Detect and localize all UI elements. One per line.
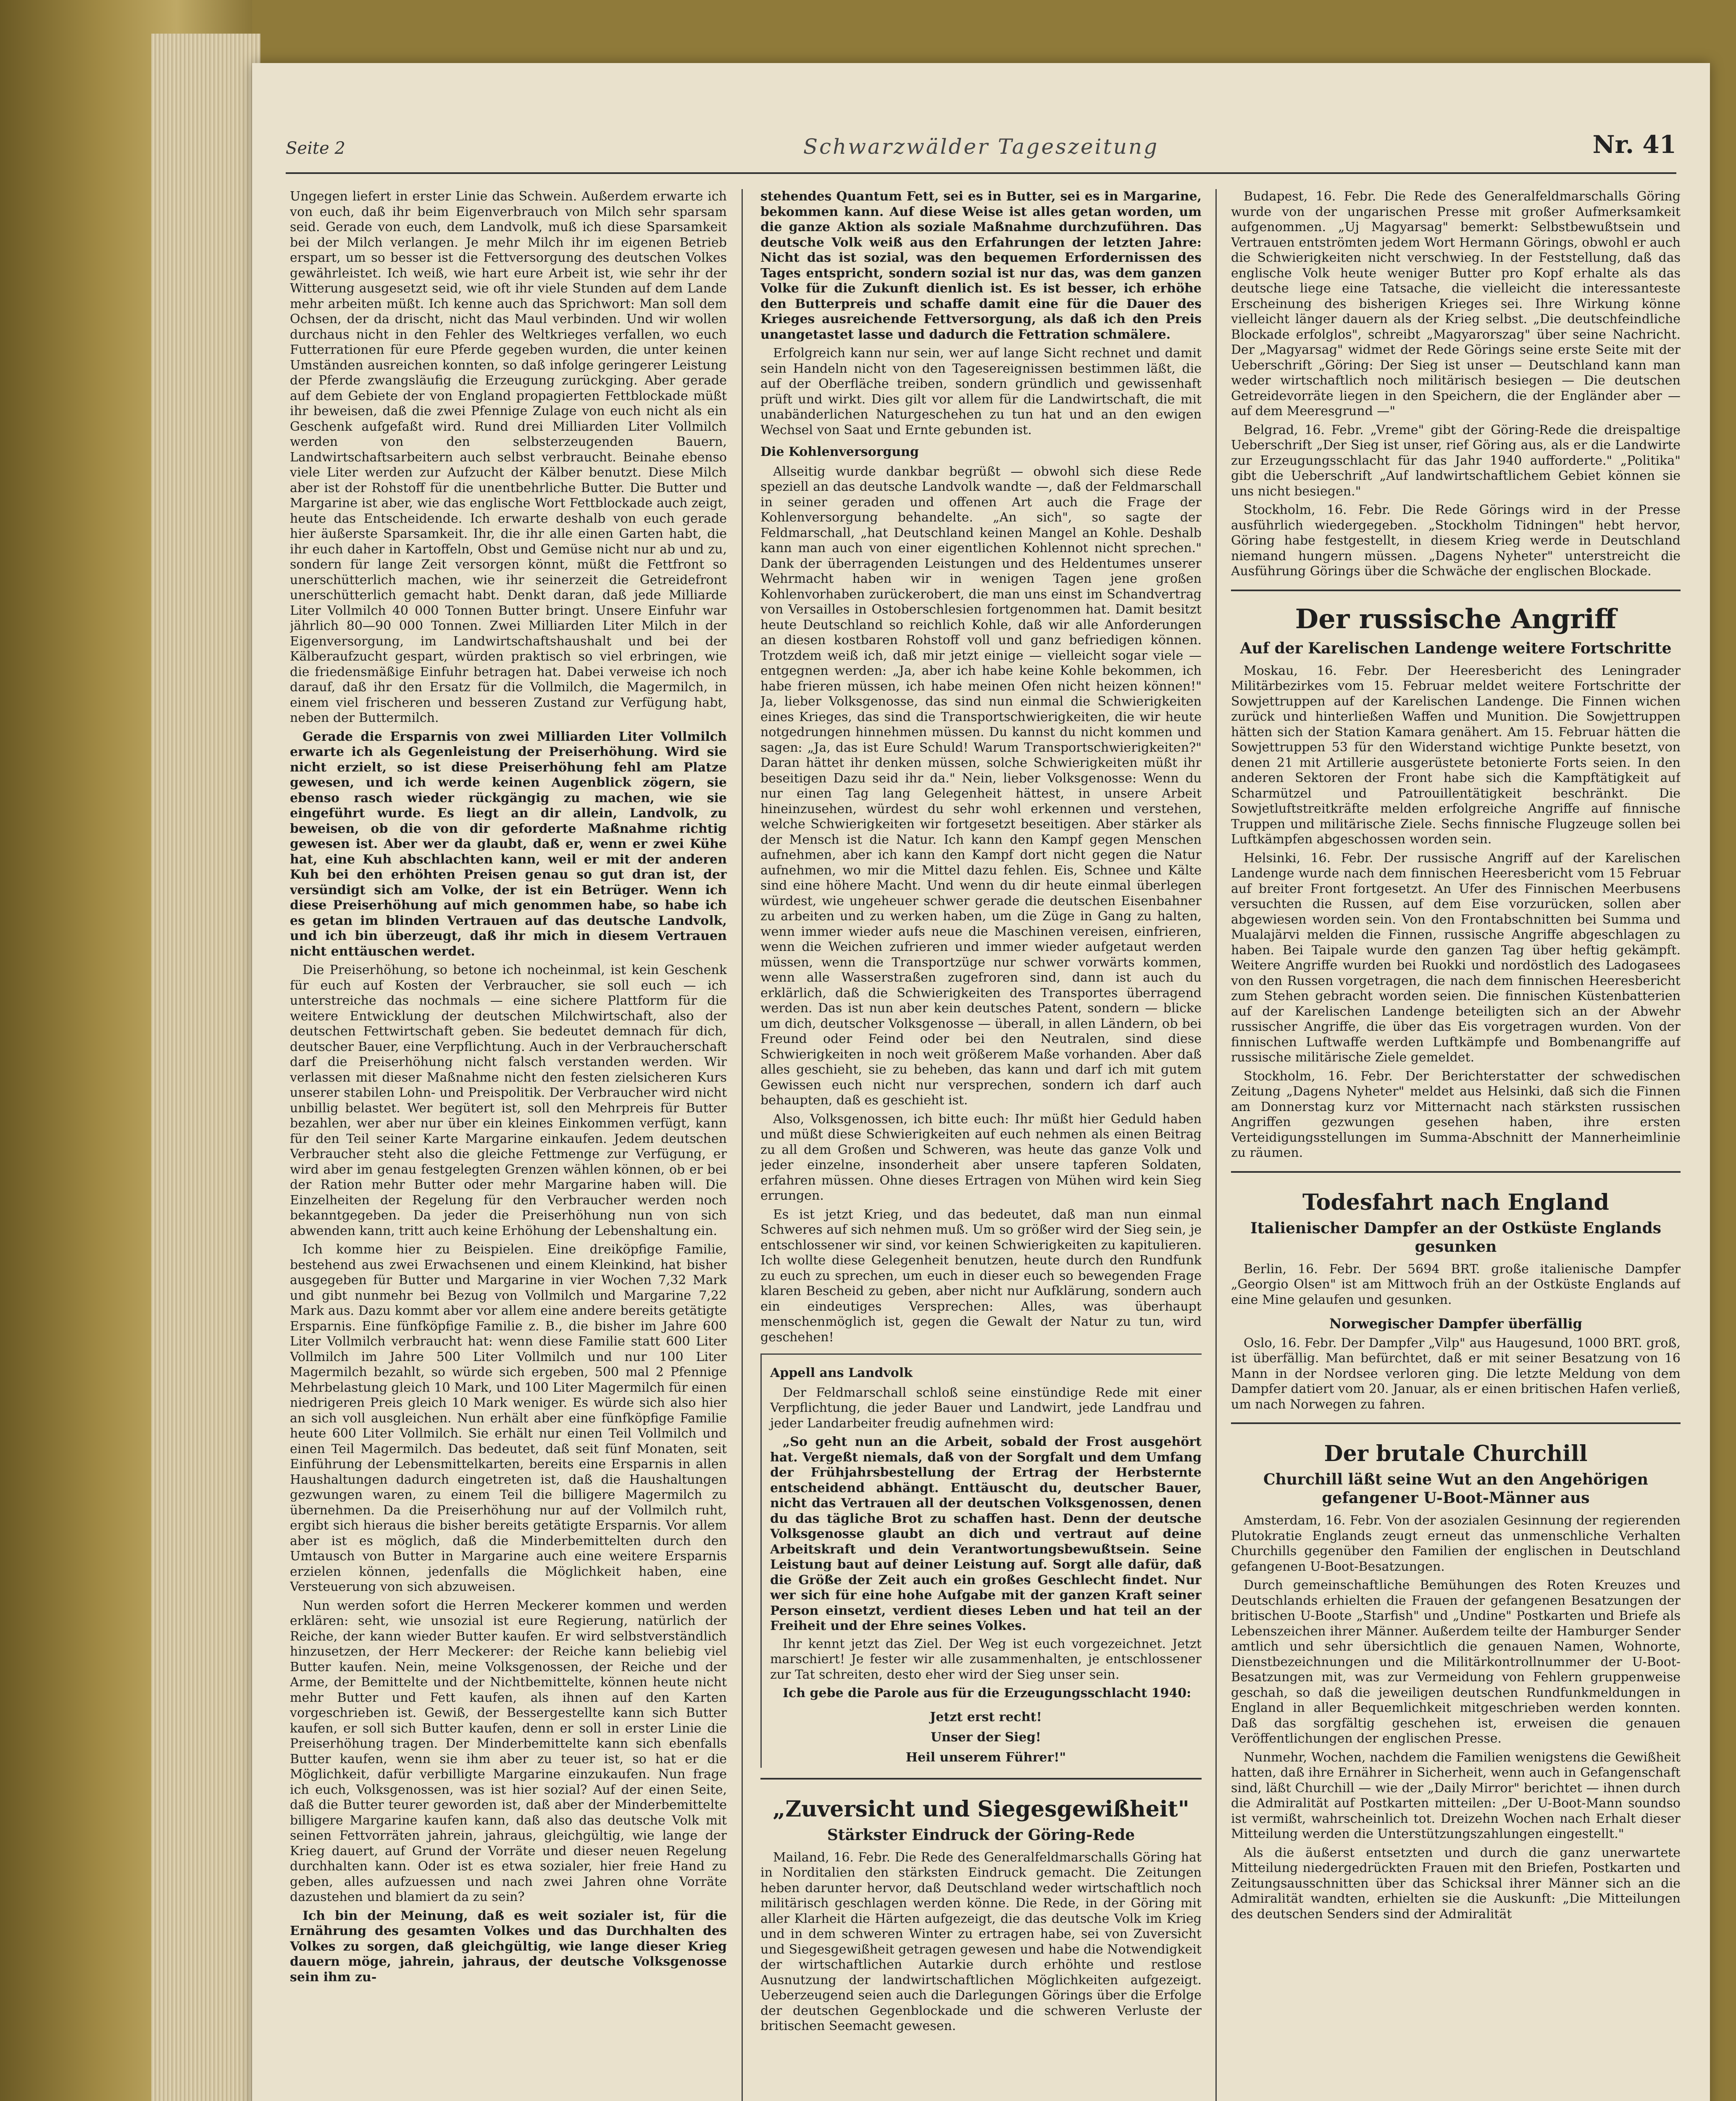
separator: [1231, 590, 1681, 591]
appeal-box: [760, 1353, 1202, 1768]
page-edges: [151, 34, 260, 2101]
paragraph: Budapest, 16. Febr. Die Rede des Generalfeldmarschalls Göring wurde von der ungarischen Presse mit großer Aufmerksamkeit aufgenommen. „Uj Magyarsag" bemerkt: Selbstbewußtsein und Vertrauen entströmten jedem Wort Hermann Görings, obwohl er auch die Schwierigkeiten nicht verschwieg. In der Feststellung, daß das englische Volk heute weniger Butter pro Kopf erhalte als das deutsche liege eine Tatsache, die vielleicht die interessanteste Erscheinung des bisherigen Krieges sei. Ihre Wirkung könne vielleicht länger dauern als der Krieg selbst. „Die deutschfeindliche Blockade erfolglos", schreibt „Magyarorszag" über seine Nachricht. Der „Magyarsag" widmet der Rede Görings seine erste Seite mit der Ueberschrift „Göring: Der Sieg ist unser — Deutschland kann man weder wirtschaftlich noch militärisch besiegen — Die deutschen Getreidevorräte liegen in den Speichern, die der Engländer aber — auf dem Meeresgrund —": [1231, 189, 1681, 419]
paragraph-bold: Ich bin der Meinung, daß es weit sozialer ist, für die Ernährung des gesamten Volkes und das Durchhalten des Volkes zu sorgen, daß gleichgültig, wie lange dieser Krieg dauern möge, jahrein, jahraus, der deutsche Volksgenosse sein ihm zu-: [290, 1908, 727, 1985]
paragraph: Die Preiserhöhung, so betone ich nocheinmal, ist kein Geschenk für euch auf Kosten der Verbraucher, sie soll euch — ich unterstreiche das nochmals — eine sichere Plattform für die weitere Entwicklung der deutschen Milchwirtschaft, also der deutschen Fettwirtschaft geben. Sie bedeutet demnach für dich, deutscher Bauer, eine Verpflichtung. Auch in der Verbraucherschaft darf die Preiserhöhung nicht falsch verstanden werden. Wir verlassen mit dieser Maßnahme nicht den festen zielsicheren Kurs unserer stabilen Lohn- und Preispolitik. Der Verbraucher wird nicht unbillig belastet. Wer begütert ist, soll den Mehrpreis für Butter bezahlen, wer aber nur über ein kleines Einkommen verfügt, kann für den Teil seiner Karte Margarine einkaufen. Jedem deutschen Verbraucher steht also die gleiche Fettmenge zur Verfügung, er wird aber im genau festgelegten Grenzen wählen können, ob er bei der Ration mehr Butter oder mehr Margarine haben will. Die Einzelheiten der Regelung für den Verbraucher werden noch bekanntgegeben. Da jeder die Preiserhöhung nun von sich abwenden kann, tritt auch keine Erhöhung der Lebenshaltung ein.: [290, 963, 727, 1238]
article-subheadline: Stärkster Eindruck der Göring-Rede: [827, 1826, 1135, 1844]
paragraph: Ich komme hier zu Beispielen. Eine dreiköpfige Familie, bestehend aus zwei Erwachsenen und einem Kleinkind, hat bisher ausgegeben für Butter und Margarine in vier Wochen 7,32 Mark und gibt nunmehr bei Bezug von Vollmilch und Margarine 7,22 Mark aus. Dazu kommt aber vor allem eine andere bereits getätigte Ersparnis. Eine fünfköpfige Familie z. B., die bisher im Jahre 600 Liter Vollmilch verbraucht hat: wenn diese Familie statt 600 Liter Vollmilch im Jahre 500 Liter Vollmilch und nur 100 Liter Magermilch bezahlt, so würde sich ergeben, 500 mal 2 Pfennige Mehrbelastung gleich 10 Mark, und 100 Liter Magermilch für einen niedrigeren Preis gleich 10 Mark weniger. Es würde sich also hier an sich voll ausgleichen. Nun erhält aber eine fünfköpfige Familie heute 600 Liter Vollmilch. Sie erhält nur einen Teil Vollmilch und einen Teil Magermilch. Das bedeutet, daß seit fünf Monaten, seit Einführung der Lebensmittelkarten, bereits eine Ersparnis in allen Haushaltungen dadurch eingetreten ist, daß die Haushaltungen gezwungen waren, zu einem Teil die billigere Magermilch zu übernehmen. Da die Preiserhöhung nur auf der Vollmilch ruht, ergibt sich hieraus die bisher bereits getätigte Ersparnis. Vor allem aber ist es möglich, daß die Minderbemittelten durch den Umtausch von Butter in Margarine auch eine weitere Ersparnis erzielen können, jedenfalls die Möglichkeit haben, eine Versteuerung von sich abzuweisen.: [290, 1242, 727, 1594]
separator: [760, 1778, 1202, 1780]
paragraph: Stockholm, 16. Febr. Der Berichterstatter der schwedischen Zeitung „Dagens Nyheter" meldet aus Helsinki, daß sich die Finnen am Donnerstag kurz vor Mitternacht nach stärksten russischen Angriffen gezwungen gesehen haben, ihre ersten Verteidigungsstellungen im Summa-Abschnitt der Mannerheimlinie zu räumen.: [1231, 1069, 1681, 1160]
paragraph: Mailand, 16. Febr. Die Rede des Generalfeldmarschalls Göring hat in Norditalien den stärksten Eindruck gemacht. Die Zeitungen heben darunter hervor, daß Deutschland weder wirtschaftlich noch militärisch geschlagen werden könne. Die Rede, in der Göring mit aller Klarheit die Härten aufgezeigt, die das deutsche Volk im Krieg und in dem schweren Winter zu ertragen habe, sei von Zuversicht und Siegesgewißheit getragen gewesen und habe die Notwendigkeit der wirtschaftlichen Autarkie durch erhöhte und restlose Ausnutzung der landwirtschaftlichen Möglichkeiten aufgezeigt. Ueberzeugend seien auch die Darlegungen Görings über die Erfolge der deutschen Gegenblockade und die schweren Verluste der britischen Seemacht gewesen.: [760, 1850, 1202, 2033]
newspaper-title: Schwarzwälder Tageszeitung: [803, 134, 1159, 159]
column-rule-1: [742, 189, 743, 2101]
paragraph-bold: Gerade die Ersparnis von zwei Milliarden Liter Vollmilch erwarte ich als Gegenleistung der Preiserhöhung. Wird sie nicht erzielt, so ist diese Preiserhöhung fehl am Platze gewesen, und ich werde keinen Augenblick zögern, sie ebenso rasch wieder rückgängig zu machen, wie sie eingeführt wurde. Es liegt an dir allein, Landvolk, zu beweisen, ob die von dir geforderte Maßnahme richtig gewesen ist. Aber wer da glaubt, daß er, wenn er zwei Kühe hat, eine Kuh abschlachten kann, weil er mit der anderen Kuh bei den erhöhten Preisen genau so gut dran ist, der versündigt sich am Volke, der ist ein Betrüger. Wenn ich diese Preiserhöhung auf mich genommen habe, so habe ich es getan im blinden Vertrauen auf das deutsche Landvolk, und ich bin überzeugt, daß ihr mich in diesem Vertrauen nicht enttäuschen werdet.: [290, 729, 727, 959]
paragraph: stehendes Quantum Fett, sei es in Butter, sei es in Margarine, bekommen kann. Auf diese Weise ist alles getan worden, um die ganze Aktion als soziale Maßnahme durchzuführen. Das deutsche Volk weiß aus den Erfahrungen der letzten Jahre: Nicht das ist sozial, was den bequemen Erfordernissen des Tages entspricht, sondern sozial ist nur das, was dem ganzen Volke für die Zukunft dienlich ist. Es ist besser, ich erhöhe den Butterpreis und schaffe damit eine für die Dauer des Krieges ausreichende Fettversorgung, als daß ich den Preis unangetastet lasse und dadurch die Fettration schmälere.: [760, 189, 1202, 342]
paragraph: Stockholm, 16. Febr. Die Rede Görings wird in der Presse ausführlich wiedergegeben. „Stockholm Tidningen" hebt hervor, Göring habe festgestellt, in diesem Krieg werde in Deutschland niemand hungern müssen. „Dagens Nyheter" unterstreicht die Ausführung Görings über die Schwäche der englischen Blockade.: [1231, 503, 1681, 579]
issue-number: Nr. 41: [1592, 130, 1676, 159]
paragraph: Ihr kennt jetzt das Ziel. Der Weg ist euch vorgezeichnet. Jetzt marschiert! Je fester wir alle zusammenhalten, je entschlossener zur Tat schreiten, desto eher wird der Sieg unser sein.: [770, 1636, 1202, 1682]
page-number-label: Seite 2: [286, 139, 345, 158]
paragraph: Belgrad, 16. Febr. „Vreme" gibt der Göring-Rede die dreispaltige Ueberschrift „Der Sieg ist unser, rief Göring aus, als er die Landwirte zur Erzeugungsschlacht für das Jahr 1940 aufforderte." „Politika" gibt die Ueberschrift „Auf landwirtschaftlichem Gebiet können sie uns nicht besiegen.": [1231, 422, 1681, 499]
header-rule: [286, 172, 1676, 174]
column-rule-2: [1215, 189, 1217, 2101]
paragraph: Nunmehr, Wochen, nachdem die Familien wenigstens die Gewißheit hatten, daß ihre Ernährer in Sicherheit, wenn auch in Gefangenschaft sind, läßt Churchill — wie der „Daily Mirror" berichtet — ihnen durch die Admiralität auf Postkarten mitteilen: „Der U-Boot-Mann soundso ist vermißt, wahrscheinlich tot. Dreizehn Wochen nach Erhalt dieser Mitteilung werden die Unterstützungszahlungen eingestellt.": [1231, 1750, 1681, 1841]
article-headline: Der brutale Churchill: [1324, 1441, 1588, 1466]
article-headline: „Zuversicht und Siegesgewißheit": [773, 1796, 1189, 1822]
page-header: [286, 113, 1676, 193]
paragraph: Helsinki, 16. Febr. Der russische Angriff auf der Karelischen Landenge wurde nach dem finnischen Heeresbericht vom 15 Februar auf breiter Front fortgesetzt. An Ufer des Finnischen Meerbusens versuchten die Russen, auf dem Eise vorzurücken, sollen aber abgewiesen worden sein. Von den Frontabschnitten bei Summa und Mualajärvi melden die Finnen, russische Angriffe abgeschlagen zu haben. Bei Taipale wurde den ganzen Tag über heftig gekämpft. Weitere Angriffe wurden bei Ruokki und nordöstlich des Ladogasees von den Russen vorgetragen, die nach dem finnischen Heeresbericht zum Stehen gebracht worden seien. Die finnischen Küstenbatterien auf der Karelischen Landenge beteiligten sich an der Abwehr russischer Angriffe, die über das Eis vorgetragen wurden. Von der finnischen Luftwaffe werden Luftkämpfe und Bombenangriffe auf russische militärische Ziele gemeldet.: [1231, 850, 1681, 1065]
article-headline: Todesfahrt nach England: [1302, 1189, 1609, 1215]
article-subheadline: Italienischer Dampfer an der Ostküste Englands gesunken: [1250, 1219, 1662, 1256]
paragraph: Als die äußerst entsetzten und durch die ganz unerwartete Mitteilung niedergedrückten Frauen mit den Briefen, Postkarten und Zeitungsausschnitten über das Schicksal ihrer Männer sich an die Admiralität wandten, erhielten sie die Auskunft: „Die Mitteilungen des deutschen Senders sind der Admiralität: [1231, 1845, 1681, 1922]
appeal-quote: „So geht nun an die Arbeit, sobald der Frost ausgehört hat. Vergeßt niemals, daß von der Sorgfalt und dem Umfang der Frühjahrsbestellung der Ertrag der Herbsternte entscheidend abhängt. Enttäuscht du, deutscher Bauer, nicht das Vertrauen all der deutschen Volksgenossen, denen du das tägliche Brot zu schaffen hast. Denn der deutsche Volksgenosse glaubt an dich und vertraut auf deine Arbeitskraft und dein Verantwortungsbewußtsein. Seine Leistung baut auf deiner Leistung auf. Sorgt alle dafür, daß die Größe der Zeit auch ein großes Geschlecht findet. Nur wer sich für eine hohe Aufgabe mit der ganzen Kraft seiner Person einsetzt, verdient dieses Leben und hat teil an der Freiheit und der Ehre seines Volkes.: [770, 1435, 1202, 1633]
paragraph: Nun werden sofort die Herren Meckerer kommen und werden erklären: seht, wie unsozial ist eure Regierung, natürlich der Reiche, der kann wieder Butter kaufen. Er wird selbstverständlich hinzusetzen, der Herr Meckerer: der Reiche kann beliebig viel Butter kaufen. Nein, meine Volksgenossen, der Reiche und der Arme, der Bemittelte und der Nichtbemittelte, können heute nicht mehr Butter und Fett kaufen, als ihnen auf den Karten vorgeschrieben ist. Gewiß, der Bessergestellte kann sich Butter kaufen, er soll sich Butter kaufen, denn er soll in erster Linie die Preiserhöhung tragen. Der Minderbemittelte kann sich ebenfalls Butter kaufen, wenn sie ihm aber zu teuer ist, so hat er die Möglichkeit, dafür verbilligte Margarine einzukaufen. Nun frage ich euch, Volksgenossen, was ist hier sozial? Auf der einen Seite, daß die Butter teurer geworden ist, daß aber der Minderbemittelte billigere Margarine kaufen kann, daß also das deutsche Volk mit seinen Fettvorräten jahrein, jahraus, gleichgültig, wie lange der Krieg dauert, auf Grund der Vorräte und dieser neuen Regelung durchhalten kann. Oder ist es etwa sozialer, hier freie Hand zu geben, alles aufzuessen und nach zwei Jahren ohne Vorräte dazustehen und blamiert da zu sein?: [290, 1598, 727, 1904]
separator: [1231, 1422, 1681, 1424]
article-subheadline: Churchill läßt seine Wut an den Angehörigen gefangener U-Boot-Männer aus: [1263, 1471, 1648, 1507]
paragraph: Also, Volksgenossen, ich bitte euch: Ihr müßt hier Geduld haben und müßt diese Schwierigkeiten auf euch nehmen als einen Beitrag zu all dem Großen und Schweren, was heute das ganze Volk und jeder einzelne, insonderheit aber unsere tapferen Soldaten, erfahren müssen. Ohne dieses Ertragen von Mühen wird kein Sieg errungen.: [760, 1111, 1202, 1203]
paragraph: Erfolgreich kann nur sein, wer auf lange Sicht rechnet und damit sein Handeln nicht von den Tagesereignissen bestimmen läßt, die auf der Oberfläche treiben, sondern gründlich und gewissenhaft prüft und wirkt. Dies gilt vor allem für die Landwirtschaft, die mit unabänderlichen Naturgeschehen zu tun hat und an den ewigen Wechsel von Saat und Ernte gebunden ist.: [760, 346, 1202, 437]
paragraph: Amsterdam, 16. Febr. Von der asozialen Gesinnung der regierenden Plutokratie Englands zeugt erneut das unmenschliche Verhalten Churchills gegenüber den Familien der englischen in Deutschland gefangenen U-Boot-Besatzungen.: [1231, 1513, 1681, 1574]
paragraph-bold: Ich gebe die Parole aus für die Erzeugungsschlacht 1940:: [783, 1686, 1192, 1701]
paragraph: Allseitig wurde dankbar begrüßt — obwohl sich diese Rede speziell an das deutsche Landvolk wandte —, daß der Feldmarschall in seiner geraden und offenen Art auch die Frage der Kohlenversorgung behandelte. „An sich", so sagte der Feldmarschall, „hat Deutschland keinen Mangel an Kohle. Deshalb kann man auch von einer eigentlichen Kohlennot nicht sprechen." Dank der überragenden Leistungen und des Heldentumes unserer Wehrmacht haben wir in wenigen Tagen jene großen Kohlenvorhaben zurückerobert, die man uns einst im Schandvertrag von Versailles in Ostoberschlesien fortgenommen hat. Damit besitzt heute Deutschland so reichlich Kohle, daß wir alle Anforderungen an diesen kostbaren Rohstoff voll und ganz befriedigen können. Trotzdem weiß ich, daß mir jetzt einige — vielleicht sogar viele — entgegnen werden: „Ja, aber ich habe keine Kohle bekommen, ich habe frieren müssen, ich habe meinen Ofen nicht heizen können!" Ja, lieber Volksgenosse, das sind nun einmal die Schwierigkeiten eines Krieges, das sind die Transportschwierigkeiten, die wir heute notgedrungen hinnehmen müssen. Du kannst du nicht kommen und sagen: „Ja, das ist Eure Schuld! Warum Transportschwierigkeiten?" Daran hättet ihr denken müssen, solche Schwierigkeiten müßt ihr beseitigen Dazu seid ihr da." Nein, lieber Volksgenosse: Wenn du nur einen Tag lang Gelegenheit hättest, in unsere Arbeit hineinzusehen, würdest du sehr wohl erkennen und verstehen, welche Schwierigkeiten wir fortgesetzt beseitigen. Aber stärker als der Mensch ist die Natur. Ich kann den Kampf gegen Menschen aufnehmen, aber ich kann den Kampf dort nicht gegen die Natur aufnehmen, wo mir die Mittel dazu fehlen. Eis, Schnee und Kälte sind eine höhere Macht. Und wenn du dir heute einmal überlegen würdest, wie ungeheuer schwer gerade die deutschen Eisenbahner zu arbeiten und zu werken haben, um die Züge in Gang zu halten, wenn immer wieder aufs neue die Maschinen vereisen, einfrieren, wenn die Weichen zufrieren und immer wieder aufgetaut werden müssen, wenn die Transportzüge nur schwer vorwärts kommen, wenn alle Wasserstraßen zugefroren sind, dann ist auch du erklärlich, daß die Schwierigkeiten des Transportes überragend werden. Das ist nun aber kein deutsches Patent, sondern — blicke um dich, deutscher Volksgenosse — überall, in allen Ländern, ob bei Freund oder Feind oder bei den Neutralen, sind diese Schwierigkeiten in noch weit größerem Maße vorhanden. Aber daß alles geschieht, sie zu beheben, das kann und darf ich mit gutem Gewissen euch nicht nur versprechen, sondern ich darf auch behaupten, daß es geschieht ist.: [760, 464, 1202, 1108]
paragraph: Der Feldmarschall schloß seine einstündige Rede mit einer Verpflichtung, die jeder Bauer und Landwirt, jede Landfrau und jeder Landarbeiter freudig aufnehmen wird:: [770, 1385, 1202, 1431]
slogan-line: Jetzt erst recht!: [930, 1709, 1042, 1725]
article-subheadline: Auf der Karelischen Landenge weitere Fortschritte: [1240, 639, 1672, 657]
slogan-line: Unser der Sieg!: [931, 1730, 1041, 1745]
paragraph: Ungegen liefert in erster Linie das Schwein. Außerdem erwarte ich von euch, daß ihr beim Eigenverbrauch von Milch sehr sparsam seid. Gerade von euch, dem Landvolk, muß ich diese Sparsamkeit bei der Milch verlangen. Je mehr Milch ihr im eigenen Betrieb erspart, um so besser ist die Fettversorgung des deutschen Volkes gewährleistet. Ich weiß, wie hart eure Arbeit ist, wie sehr ihr der Witterung ausgesetzt seid, wie oft ihr viele Stunden auf dem Lande mehr arbeiten müßt. Ich kenne auch das Sprichwort: Man soll dem Ochsen, der da drischt, nicht das Maul verbinden. Und wir wollen durchaus nicht in den Fehler des Weltkrieges verfallen, wo euch Futterrationen für eure Pferde gegeben wurden, die unter keinen Umständen ausreichen konnten, so daß infolge geringerer Leistung der Pferde zwangsläufig die Erzeugung zurückging. Aber gerade auf dem Gebiete der von England propagierten Fettblockade müßt ihr beweisen, daß die zwei Pfennige Zulage von euch nicht als ein Geschenk aufgefaßt wird. Rund drei Milliarden Liter Vollmilch werden von den selbsterzeugenden Bauern, Landwirtschaftsarbeitern auch selbst verbraucht. Beinahe ebenso viele Liter werden zur Aufzucht der Kälber benutzt. Diese Milch aber ist der Rohstoff für die unentbehrliche Butter. Die Butter und Margarine ist aber, wie das englische Wort Fettblockade auch zeigt, heute das Entscheidende. Ich erwarte deshalb von euch gerade hier äußerste Sparsamkeit. Ihr, die ihr alle einen Garten habt, die ihr euch daher in Kartoffeln, Obst und Gemüse nicht nur ab und zu, sondern für lange Zeit versorgen könnt, müßt die Fettfront so unerschütterlich machen, wie ihr seinerzeit die Getreidefront unerschütterlich gemacht habt. Denkt daran, daß jede Milliarde Liter Vollmilch 40 000 Tonnen Butter bringt. Unsere Einfuhr war jährlich 80—90 000 Tonnen. Zwei Milliarden Liter Milch in der Eigenversorgung, im Landwirtschaftshaushalt und bei der Kälberaufzucht gespart, würden praktisch so viel erbringen, wie die friedensmäßige Einfuhr betragen hat. Dabei verweise ich noch darauf, daß ihr den Ersatz für die Vollmilch, die Magermilch, in einem viel frischeren und besseren Zustand zur Verfügung habt, neben der Buttermilch.: [290, 189, 727, 725]
paragraph: Moskau, 16. Febr. Der Heeresbericht des Leningrader Militärbezirkes vom 15. Februar meldet weitere Fortschritte der Sowjettruppen auf der Karelischen Landenge. Die Finnen wichen zurück und hinterließen Waffen und Munition. Die Sowjettruppen hätten sich der Station Kamara genähert. Am 15. Februar hätten die Sowjettruppen 53 für den Widerstand wichtige Punkte besetzt, von denen 21 mit Artillerie ausgerüstete betonierte Forts seien. In den anderen Sektoren der Front habe sich die Kampftätigkeit auf Scharmützel und Patrouillentätigkeit beschränkt. Die Sowjetluftstreitkräfte melden erfolgreiche Angriffe auf finnische Truppen und militärische Ziele. Sechs finnische Flugzeuge sollen bei Luftkämpfen abgeschossen worden sein.: [1231, 663, 1681, 847]
column-2: [760, 189, 1202, 2101]
paragraph: Oslo, 16. Febr. Der Dampfer „Vilp" aus Haugesund, 1000 BRT. groß, ist überfällig. Man befürchtet, daß er mit seiner Besatzung von 16 Mann in der Nordsee verloren ging. Die letzte Meldung von dem Dampfer datiert vom 20. Januar, als er einen britischen Hafen verließ, um nach Norwegen zu fahren.: [1231, 1335, 1681, 1412]
paragraph: Es ist jetzt Krieg, und das bedeutet, daß man nun einmal Schweres auf sich nehmen muß. Um so größer wird der Sieg sein, je entschlossener wir sind, vor keinen Schwierigkeiten zu kapitulieren. Ich wollte diese Gelegenheit benutzen, heute durch den Rundfunk zu euch zu sprechen, um euch in dieser euch so bewegenden Frage klaren Bescheid zu geben, aber nicht nur Aufklärung, sondern auch ein eindeutiges Versprechen: Alles, was überhaupt menschenmöglich ist, gegen die Gewalt der Natur zu tun, wird geschehen!: [760, 1207, 1202, 1345]
newspaper-page: [252, 63, 1710, 2101]
paragraph: Durch gemeinschaftliche Bemühungen des Roten Kreuzes und Deutschlands erhielten die Frauen der gefangenen Besatzungen der britischen U-Boote „Starfish" und „Undine" Postkarten und Briefe als Lebenszeichen ihrer Männer. Außerdem teilte der Hamburger Sender amtlich und sehr übersichtlich die genauen Namen, Wohnorte, Dienstbezeichnungen und die Militärkontrollnummer der U-Boot-Besatzungen mit, was zur Vermeidung von Fehlern gruppenweise geschah, so daß die jeweiligen deutschen Rundfunkmeldungen in England in aller Bequemlichkeit mitgeschrieben werden konnten. Daß das sorgfältig geschehen ist, erweisen die genauen Veröffentlichungen der englischen Presse.: [1231, 1578, 1681, 1746]
separator: [1231, 1171, 1681, 1173]
column-1: [290, 189, 727, 2101]
article-subheadline: Norwegischer Dampfer überfällig: [1329, 1316, 1583, 1332]
article-headline: Der russische Angriff: [1295, 603, 1617, 635]
slogan-line: Heil unserem Führer!": [905, 1750, 1066, 1765]
subheading: Die Kohlenversorgung: [760, 445, 919, 459]
box-title: Appell ans Landvolk: [770, 1366, 913, 1380]
column-3: [1231, 189, 1681, 2101]
paragraph: Berlin, 16. Febr. Der 5694 BRT. große italienische Dampfer „Georgio Olsen" ist am Mittwoch früh an der Ostküste Englands auf eine Mine gelaufen und gesunken.: [1231, 1261, 1681, 1307]
slogan-block: [770, 1707, 1202, 1768]
